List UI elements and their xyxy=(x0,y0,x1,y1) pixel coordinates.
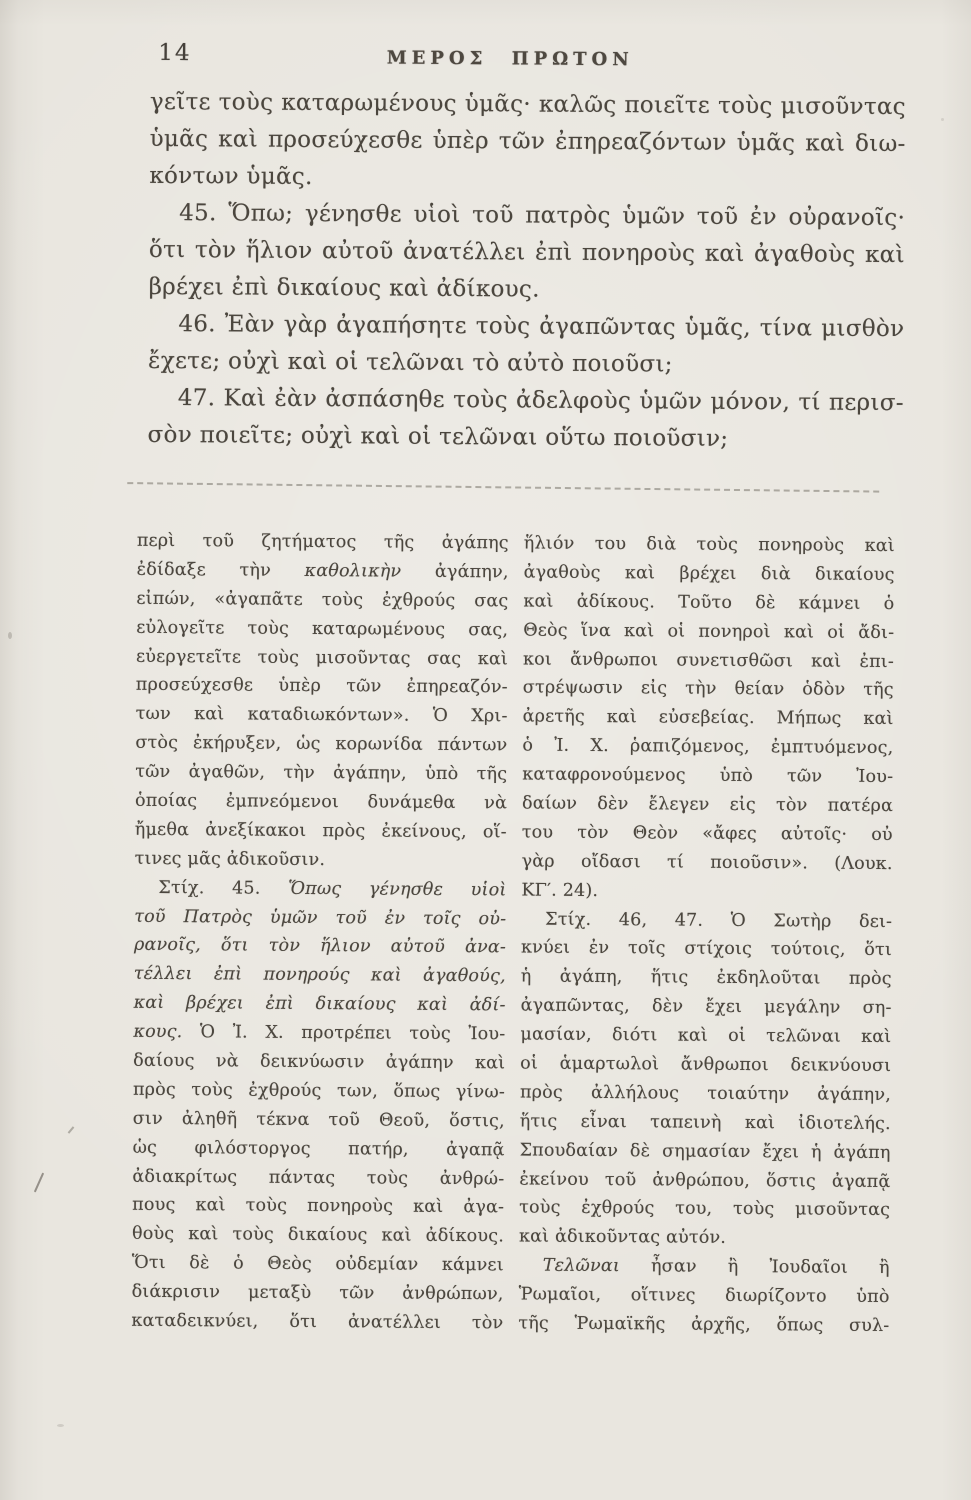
text-line xyxy=(137,527,509,558)
text-line xyxy=(136,585,508,616)
text-line xyxy=(149,232,905,274)
text-segment: ὑμᾶς καὶ προσεύχεσθε ὑπὲρ τῶν ἐπηρεαζόντων ὑμᾶς καὶ διω- xyxy=(149,125,906,158)
text-line xyxy=(148,343,904,385)
text-segment: του τὸν Θεὸν «ἄφες αὐτοῖς· οὐ xyxy=(521,822,893,845)
text-line xyxy=(134,960,506,991)
text-segment: ὁ Ἰ. Χ. ῥαπιζόμενος, ἐμπτυόμενος, xyxy=(522,735,894,759)
running-header: ΜΕΡΟΣ ΠΡΩΤΟΝ xyxy=(386,47,634,71)
text-segment: Σπουδαίαν δὲ σημασίαν ἔχει ἡ ἀγάπη xyxy=(519,1140,891,1163)
text-line xyxy=(136,700,508,731)
text-line xyxy=(133,1018,505,1049)
ink-speck xyxy=(57,1424,64,1427)
text-line xyxy=(135,816,507,847)
text-segment: Ὅτι δὲ ὁ Θεὸς οὐδεμίαν κάμνει xyxy=(131,1253,504,1276)
text-segment: ἔχετε; οὐχὶ καὶ οἱ τελῶναι τὸ αὐτὸ ποιοῦσι; xyxy=(148,347,673,378)
text-line xyxy=(135,845,507,876)
emphasized-text: τοῦ Πατρὸς ὑμῶν τοῦ ἐν τοῖς οὐ- xyxy=(134,906,507,929)
text-line xyxy=(132,1191,504,1222)
text-segment: καὶ ἀδικοῦντας αὐτόν. xyxy=(518,1226,727,1249)
text-segment: Στίχ. 45. xyxy=(158,877,289,899)
text-line xyxy=(522,732,893,763)
text-line xyxy=(131,1307,503,1338)
text-line xyxy=(149,195,905,237)
text-segment: ὁποίας ἐμπνεόμενοι δυνάμεθα νὰ xyxy=(134,790,508,814)
text-line xyxy=(149,158,905,200)
text-line xyxy=(133,1105,505,1136)
text-segment: σιν ἀληθῆ τέκνα τοῦ Θεοῦ, ὅστις, xyxy=(132,1108,505,1132)
text-segment: γὰρ οἴδασι τί ποιοῦσιν». (Λουκ. xyxy=(521,851,893,874)
text-segment: καταδεικνύει, ὅτι ἀνατέλλει τὸν xyxy=(131,1310,504,1334)
text-line xyxy=(520,1107,891,1138)
text-segment: ἀγαθοὺς καὶ βρέχει διὰ δικαίους xyxy=(523,562,895,585)
emphasized-text: Τελῶναι xyxy=(542,1255,621,1277)
text-segment: βρέχει ἐπὶ δικαίους καὶ ἀδίκους. xyxy=(148,273,540,303)
text-segment: ἡ ἀγάπη, ἥτις ἐκδηλοῦται πρὸς xyxy=(520,966,892,990)
text-segment: κνύει ἐν τοῖς στίχοις τούτοις, ὅτι xyxy=(520,937,893,961)
text-segment: τοὺς ἐχθρούς του, τοὺς μισοῦντας xyxy=(519,1197,891,1221)
text-line xyxy=(519,1194,890,1225)
text-line xyxy=(523,703,894,734)
text-segment: ἤμεθα ἀνεξίκακοι πρὸς ἐκείνους, οἵ- xyxy=(134,819,507,843)
emphasized-text: ρανοῖς, ὅτι τὸν ἥλιον αὐτοῦ ἀνα- xyxy=(133,935,507,958)
text-line xyxy=(521,963,892,994)
text-segment: 45. Ὅπω; γένησθε υἱοὶ τοῦ πατρὸς ὑμῶν τοῦ ἐν οὐρανοῖς· xyxy=(179,200,906,232)
text-line xyxy=(523,616,894,647)
text-segment: εὐεργετεῖτε τοὺς μισοῦντας σας καὶ xyxy=(135,646,509,669)
emphasized-text: Ὅπως γένησθε υἱοὶ xyxy=(288,878,507,901)
emphasized-text: καθολικὴν xyxy=(304,560,402,582)
text-line xyxy=(522,761,893,792)
ink-speck xyxy=(8,632,12,639)
text-segment: ἀγάπην, xyxy=(401,561,509,583)
text-segment: τῆς Ῥωμαϊκῆς ἀρχῆς, ὅπως συλ- xyxy=(518,1313,890,1337)
text-segment: Ῥωμαῖοι, οἵτινες διωρίζοντο ὑπὸ xyxy=(518,1284,890,1308)
text-line xyxy=(134,989,506,1020)
text-line xyxy=(147,417,903,459)
text-segment: μασίαν, διότι καὶ οἱ τελῶναι καὶ xyxy=(520,1024,892,1048)
text-segment: στρέψωσιν εἰς τὴν θείαν ὁδὸν τῆς xyxy=(522,677,894,701)
text-line xyxy=(520,1021,891,1052)
text-line xyxy=(132,1278,504,1309)
text-segment: 47. Καὶ ἐὰν ἀσπάσηθε τοὺς ἀδελφοὺς ὑμῶν μόνον, τί περισ- xyxy=(177,385,904,417)
text-segment: ὅτι τὸν ἥλιον αὐτοῦ ἀνατέλλει ἐπὶ πονηροὺς καὶ ἀγαθοὺς καὶ xyxy=(148,236,905,269)
text-line xyxy=(524,529,895,560)
page-number: 14 xyxy=(158,39,192,67)
text-line xyxy=(148,380,904,422)
text-line xyxy=(519,1223,890,1254)
text-line xyxy=(133,1133,505,1164)
text-line xyxy=(136,671,508,702)
text-segment: Στίχ. 46, 47. Ὁ Σωτὴρ δει- xyxy=(545,909,893,932)
text-segment: καταφρονούμενος ὑπὸ τῶν Ἰου- xyxy=(522,764,894,788)
text-line xyxy=(132,1249,504,1280)
text-line xyxy=(135,729,507,760)
text-line xyxy=(135,787,507,818)
text-segment: ἀδιακρίτως πάντας τοὺς ἀνθρώ- xyxy=(132,1166,505,1189)
text-segment: 46. Ἐὰν γὰρ ἀγαπήσητε τοὺς ἀγαπῶντας ὑμᾶς, τίνα μισθὸν xyxy=(178,311,905,343)
text-segment: πρὸς τοὺς ἐχθρούς των, ὅπως γίνω- xyxy=(132,1079,506,1103)
text-line xyxy=(522,789,893,820)
text-line xyxy=(132,1220,504,1251)
text-line xyxy=(148,269,904,311)
text-line xyxy=(521,934,892,965)
text-segment: ἦσαν ἢ Ἰουδαῖοι ἢ xyxy=(619,1256,890,1279)
text-line xyxy=(523,645,894,676)
section-divider xyxy=(127,482,879,493)
commentary-column-right xyxy=(518,529,895,1341)
text-segment: ἀγαπῶντας, δὲν ἔχει μεγάλην ση- xyxy=(520,995,892,1019)
text-segment: ἥτις εἶναι ταπεινὴ καὶ ἰδιοτελής. xyxy=(519,1111,891,1134)
text-segment: κοι ἄνθρωποι συνετισθῶσι καὶ ἐπι- xyxy=(522,649,895,672)
text-segment: ΚΓ′. 24). xyxy=(521,880,599,901)
emphasized-text: κους. xyxy=(133,1021,183,1043)
text-line xyxy=(137,556,509,587)
text-segment: διάκρισιν μεταξὺ τῶν ἀνθρώπων, xyxy=(131,1281,504,1305)
text-segment: Ὁ Ἰ. Χ. προτρέπει τοὺς Ἰου- xyxy=(182,1022,506,1045)
text-line xyxy=(136,613,508,644)
text-line xyxy=(134,873,506,904)
text-line xyxy=(522,847,893,878)
text-line xyxy=(136,642,508,673)
text-line xyxy=(522,818,893,849)
text-line xyxy=(520,1050,891,1081)
text-line xyxy=(148,306,904,348)
text-line xyxy=(521,876,892,907)
text-segment: κόντων ὑμᾶς. xyxy=(149,162,313,190)
text-line xyxy=(519,1165,890,1196)
text-segment: δαίους νὰ δεικνύωσιν ἀγάπην καὶ xyxy=(133,1050,506,1074)
text-line xyxy=(521,905,892,936)
text-segment: πους καὶ τοὺς πονηροὺς καὶ ἀγα- xyxy=(132,1195,505,1218)
text-segment: περὶ τοῦ ζητήματος τῆς ἀγάπης xyxy=(136,530,509,554)
text-segment: τινες μᾶς ἀδικοῦσιν. xyxy=(134,848,326,870)
text-segment: πρὸς ἀλλήλους τοιαύτην ἀγάπην, xyxy=(519,1082,892,1105)
text-segment: καὶ ἀδίκους. Τοῦτο δὲ κάμνει ὁ xyxy=(523,591,895,614)
text-segment: ἥλιόν του διὰ τοὺς πονηροὺς καὶ xyxy=(523,533,895,557)
text-segment: ὡς φιλόστοργος πατήρ, ἀγαπᾷ xyxy=(132,1137,505,1161)
emphasized-text: καὶ βρέχει ἐπὶ δικαίους καὶ ἀδί- xyxy=(133,993,506,1016)
text-segment: σὸν ποιεῖτε; οὐχὶ καὶ οἱ τελῶναι οὕτω ποιοῦσιν; xyxy=(147,421,729,452)
text-line xyxy=(520,1078,891,1109)
text-line xyxy=(134,902,506,933)
text-line xyxy=(134,931,506,962)
text-segment: εἰπών, «ἀγαπᾶτε τοὺς ἐχθρούς σας xyxy=(136,588,509,612)
text-line xyxy=(523,587,894,618)
text-line xyxy=(150,121,906,163)
text-segment: οἱ ἁμαρτωλοὶ ἄνθρωποι δεικνύουσι xyxy=(520,1053,892,1077)
text-segment: των καὶ καταδιωκόντων». Ὁ Χρι- xyxy=(135,704,508,727)
commentary-section xyxy=(131,527,895,1342)
text-segment: εὐλογεῖτε τοὺς καταρωμένους σας, xyxy=(136,617,509,641)
text-line xyxy=(133,1076,505,1107)
text-segment: δαίων δὲν ἔλεγεν εἰς τὸν πατέρα xyxy=(521,793,894,817)
scripture-section xyxy=(147,84,906,459)
text-segment: ἀρετῆς καὶ εὐσεβείας. Μήπως καὶ xyxy=(522,706,894,730)
text-line xyxy=(133,1047,505,1078)
commentary-column-left xyxy=(131,527,509,1339)
text-line xyxy=(518,1281,889,1312)
text-line xyxy=(518,1310,889,1341)
text-segment: προσεύχεσθε ὑπὲρ τῶν ἐπηρεαζόν- xyxy=(135,675,508,698)
text-segment: στὸς ἐκήρυξεν, ὡς κορωνίδα πάντων xyxy=(135,733,508,756)
text-line xyxy=(150,84,906,126)
text-line xyxy=(135,758,507,789)
text-segment: γεῖτε τοὺς καταρωμένους ὑμᾶς· καλῶς ποιεῖτε τοὺς μισοῦντας xyxy=(149,88,906,121)
text-line xyxy=(524,558,895,589)
ink-speck xyxy=(941,118,944,121)
text-segment: ἐκείνου τοῦ ἀνθρώπου, ὅστις ἀγαπᾷ xyxy=(519,1169,891,1192)
text-segment: ἐδίδαξε τὴν xyxy=(136,559,305,581)
text-line xyxy=(519,1252,890,1283)
text-line xyxy=(132,1162,504,1193)
text-segment: τῶν ἀγαθῶν, τὴν ἀγάπην, ὑπὸ τῆς xyxy=(135,761,508,785)
emphasized-text: τέλλει ἐπὶ πονηρούς καὶ ἀγαθούς, xyxy=(133,964,506,987)
text-line xyxy=(520,1136,891,1167)
text-line xyxy=(523,674,894,705)
text-line xyxy=(521,992,892,1023)
text-segment: Θεὸς ἵνα καὶ οἱ πονηροὶ καὶ οἱ ἄδι- xyxy=(523,620,895,643)
text-segment: θοὺς καὶ τοὺς δικαίους καὶ ἀδίκους. xyxy=(131,1224,505,1247)
